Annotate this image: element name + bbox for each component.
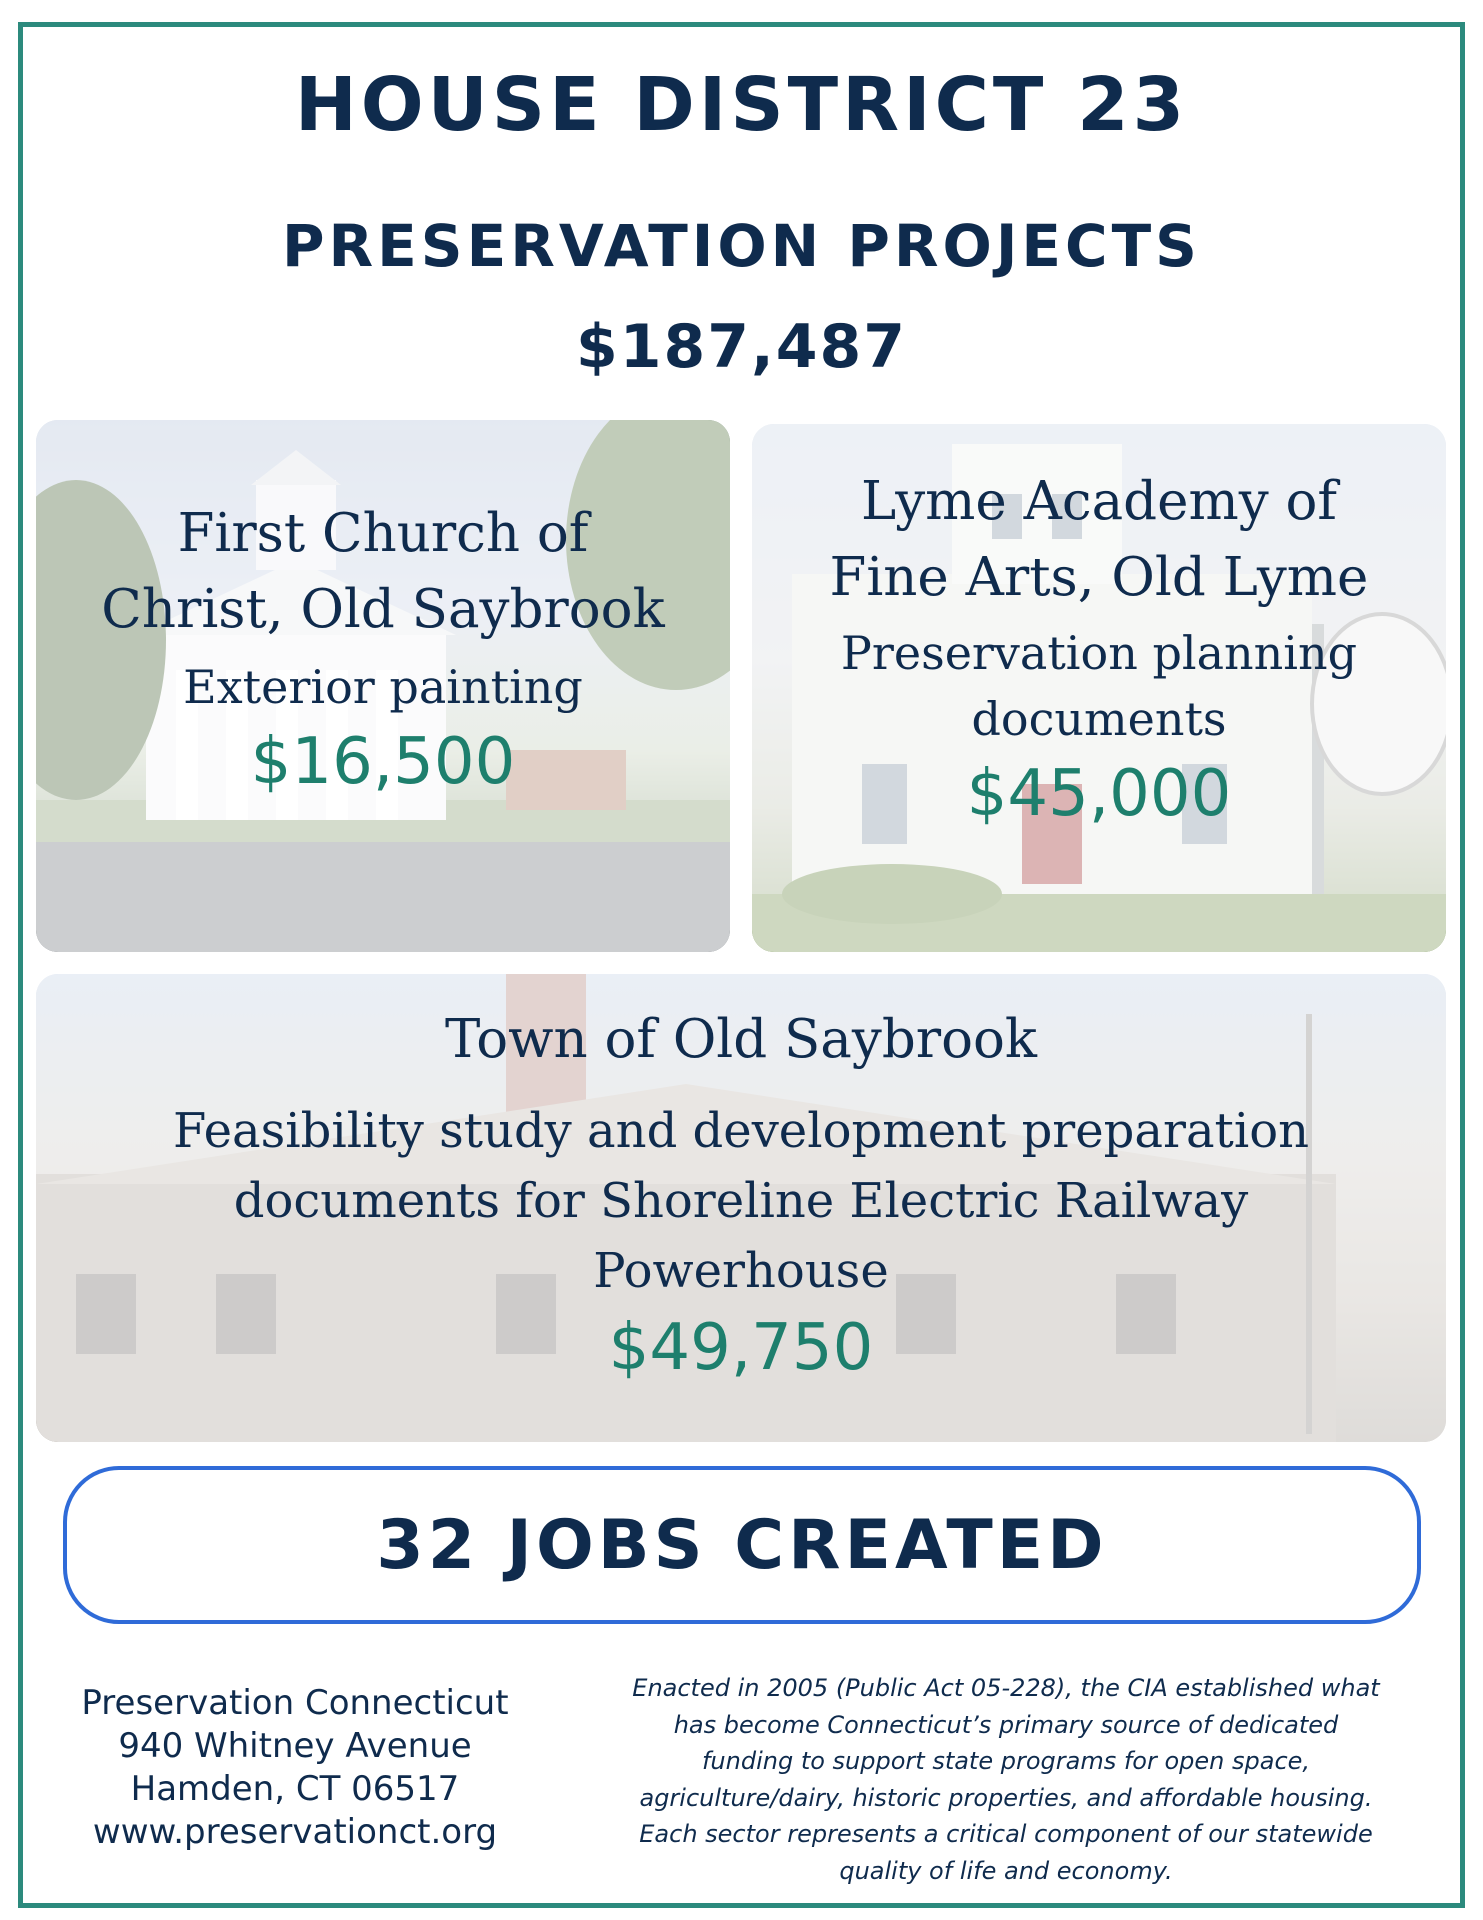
- project-description: documents for Shoreline Electric Railway: [233, 1173, 1249, 1229]
- project-text: [752, 464, 1446, 836]
- project-text: [36, 1002, 1446, 1390]
- project-amount: $49,750: [608, 1311, 874, 1385]
- project-name: Town of Old Saybrook: [444, 1009, 1038, 1070]
- project-card-old-saybrook: [36, 974, 1446, 1442]
- project-description: Preservation planning: [840, 626, 1358, 680]
- total-amount: $187,487: [575, 312, 908, 382]
- project-amount: $45,000: [966, 757, 1232, 831]
- organization-address: [40, 1682, 550, 1854]
- project-card-first-church: [36, 420, 730, 952]
- organization-name: Preservation Connecticut: [81, 1683, 509, 1723]
- street-address: 940 Whitney Avenue: [118, 1726, 472, 1766]
- page-border: [18, 22, 1465, 1908]
- project-description: Exterior painting: [183, 660, 583, 714]
- project-name: Christ, Old Saybrook: [101, 579, 665, 640]
- project-description: Powerhouse: [593, 1243, 889, 1299]
- project-description: documents: [971, 692, 1227, 746]
- note-line: has become Connecticut’s primary source of dedicated: [673, 1710, 1339, 1739]
- page-subtitle: PRESERVATION PROJECTS: [282, 212, 1201, 280]
- website-link[interactable]: www.preservationct.org: [92, 1812, 498, 1852]
- note-line: quality of life and economy.: [839, 1856, 1173, 1885]
- project-name: Lyme Academy of: [860, 471, 1338, 532]
- project-name: Fine Arts, Old Lyme: [829, 547, 1369, 608]
- project-name: First Church of: [177, 503, 589, 564]
- note-line: Enacted in 2005 (Public Act 05-228), the CIA established what: [632, 1674, 1380, 1702]
- project-amount: $16,500: [250, 725, 516, 799]
- jobs-created-banner: 32 JOBS CREATED: [63, 1466, 1421, 1624]
- note-line: agriculture/dairy, historic properties, and affordable housing.: [639, 1783, 1373, 1812]
- cia-note: [578, 1670, 1434, 1889]
- page-title: HOUSE DISTRICT 23: [294, 62, 1189, 148]
- project-card-lyme-academy: [752, 424, 1446, 952]
- city-state-zip: Hamden, CT 06517: [130, 1769, 460, 1809]
- project-description: Feasibility study and development preparation: [172, 1103, 1310, 1159]
- project-text: [36, 496, 730, 804]
- note-line: funding to support state programs for open space,: [701, 1747, 1311, 1775]
- note-line: Each sector represents a critical component of our statewide: [639, 1820, 1373, 1848]
